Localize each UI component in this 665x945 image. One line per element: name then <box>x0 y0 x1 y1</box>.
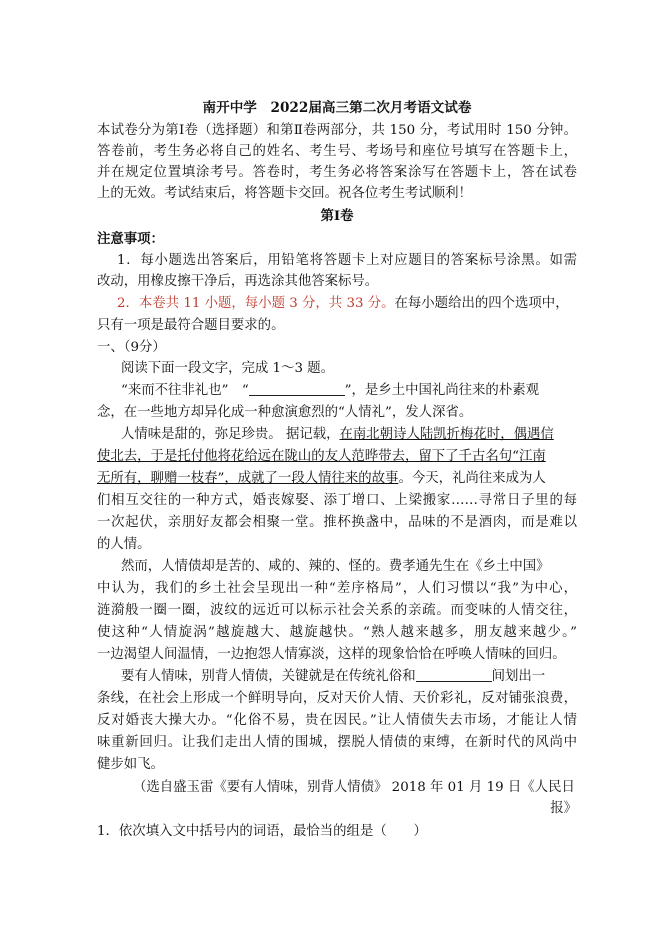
para-1-rest: ”，是乡土中国礼尚往来的朴素观 <box>344 383 539 398</box>
section-title: 第Ⅰ卷 <box>320 208 354 224</box>
para-4-line-5: 健步如飞。 <box>97 757 164 772</box>
para-3-line-5: 一边渴望人间温情，一边抱怨人情寡淡，这样的现象恰恰在呼唤人情味的回归。 <box>97 647 566 662</box>
underlined-sentence-part-2: 使北去，于是托付他将花给远在陇山的友人范晔带去，留下了千古名句“江南 <box>97 449 546 464</box>
part-heading: 一、（9分） <box>97 340 166 355</box>
para-3-line-2: 中认为，我们的乡土社会呈现出一种“差序格局”，人们习惯以“我”为中心， <box>97 581 577 596</box>
intro-line-4: 上的无效。考试结束后，将答题卡交回。祝各位考生考试顺利！ <box>97 186 472 201</box>
para-2-line-3 <box>97 469 577 489</box>
intro-line-1: 本试卷分为第Ⅰ卷（选择题）和第Ⅱ卷两部分，共 150 分，考试用时 150 分钟。 <box>97 123 577 138</box>
underlined-sentence-part-1: 在南北朝诗人陆凯折梅花时，偶遇信 <box>339 427 554 442</box>
para-1-line-1 <box>121 381 577 401</box>
question-1: 1．依次填入文中括号内的词语，最恰当的组是（ ） <box>97 824 427 839</box>
para-4-rest: 间划出一 <box>491 669 546 684</box>
notice-2-rest: 在每小题给出的四个选项中， <box>394 296 569 311</box>
notice-2-highlight: 2．本卷共 11 小题，每小题 3 分，共 33 分。 <box>117 296 395 311</box>
notice-2-line-2: 只有一项是最符合题目要求的。 <box>97 318 285 333</box>
notice-1-line-2: 改动，用橡皮擦干净后，再选涂其他答案标号。 <box>97 274 379 289</box>
para-2-tail: 。今天，礼尚往来成为人 <box>398 471 546 486</box>
para-1-quote: “来而不往非礼也” “ <box>121 383 249 398</box>
para-1-line-2: 念，在一些地方却异化成一种愈演愈烈的“人情礼”，发人深省。 <box>97 405 473 420</box>
para-2-line-4: 们相互交往的一种方式，婚丧嫁娶、添丁增口、上梁搬家……寻常日子里的每 <box>97 493 577 508</box>
para-2-line-5: 一次起伏，亲朋好友都会相聚一堂。推杯换盏中，品味的不是酒肉，而是难以 <box>97 515 577 530</box>
source-line-2: 报》 <box>550 801 577 816</box>
para-2-line-1 <box>121 425 577 445</box>
para-2-start: 人情味是甜的，弥足珍贵。 据记载， <box>121 427 340 442</box>
source-line-1: （选自盛玉雷《要有人情味，别背人情债》 2018 年 01 月 19 日《人民日 <box>133 780 575 795</box>
para-2-line-6: 的人情。 <box>97 537 151 552</box>
para-3-line-4: 使这种“人情旋涡”越旋越大、越旋越快。“熟人越来越多，朋友越来越少。” <box>97 625 577 640</box>
para-4-start: 要有人情味，别背人情债，关键就是在传统礼俗和 <box>121 669 416 684</box>
intro-line-3: 并在规定位置填涂考号。答卷时，考生务必将答案涂写在答题卡上，答在试卷 <box>97 165 577 180</box>
notice-1-line-1: 1．每小题选出答案后，用铅笔将答题卡上对应题目的答案标号涂黑。如需 <box>117 253 577 268</box>
para-4-line-4: 味重新回归。让我们走出人情的围城，摆脱人情债的束缚，在新时代的风尚中 <box>97 735 577 750</box>
para-4-line-1 <box>121 667 577 687</box>
para-3-line-1: 然而，人情债却是苦的、咸的、辣的、怪的。费孝通先生在《乡土中国》 <box>121 559 550 574</box>
fill-blank-1 <box>249 381 345 396</box>
notice-2-line-1 <box>117 294 577 314</box>
para-3-line-3: 涟漪般一圈一圈，波纹的远近可以标示社会关系的亲疏。而变味的人情交往， <box>97 603 577 618</box>
fill-blank-2 <box>416 667 492 682</box>
page-title: 南开中学 2022届高三第二次月考语文试卷 <box>202 100 472 116</box>
para-4-line-3: 反对婚丧大操大办。“化俗不易，贵在因民。”让人情债失去市场，才能让人情 <box>97 713 577 728</box>
intro-line-2: 答卷前，考生务必将自己的姓名、考生号、考场号和座位号填写在答题卡上， <box>97 144 577 159</box>
instruction: 阅读下面一段文字，完成 1～3 题。 <box>121 361 335 376</box>
notice-title: 注意事项： <box>97 231 164 247</box>
para-2-line-2 <box>97 447 577 467</box>
underlined-sentence-part-3: 无所有，聊赠一枝春”，成就了一段人情往来的故事 <box>97 471 399 486</box>
para-4-line-2: 条线，在社会上形成一个鲜明导向，反对天价人情、天价彩礼，反对铺张浪费， <box>97 691 577 706</box>
